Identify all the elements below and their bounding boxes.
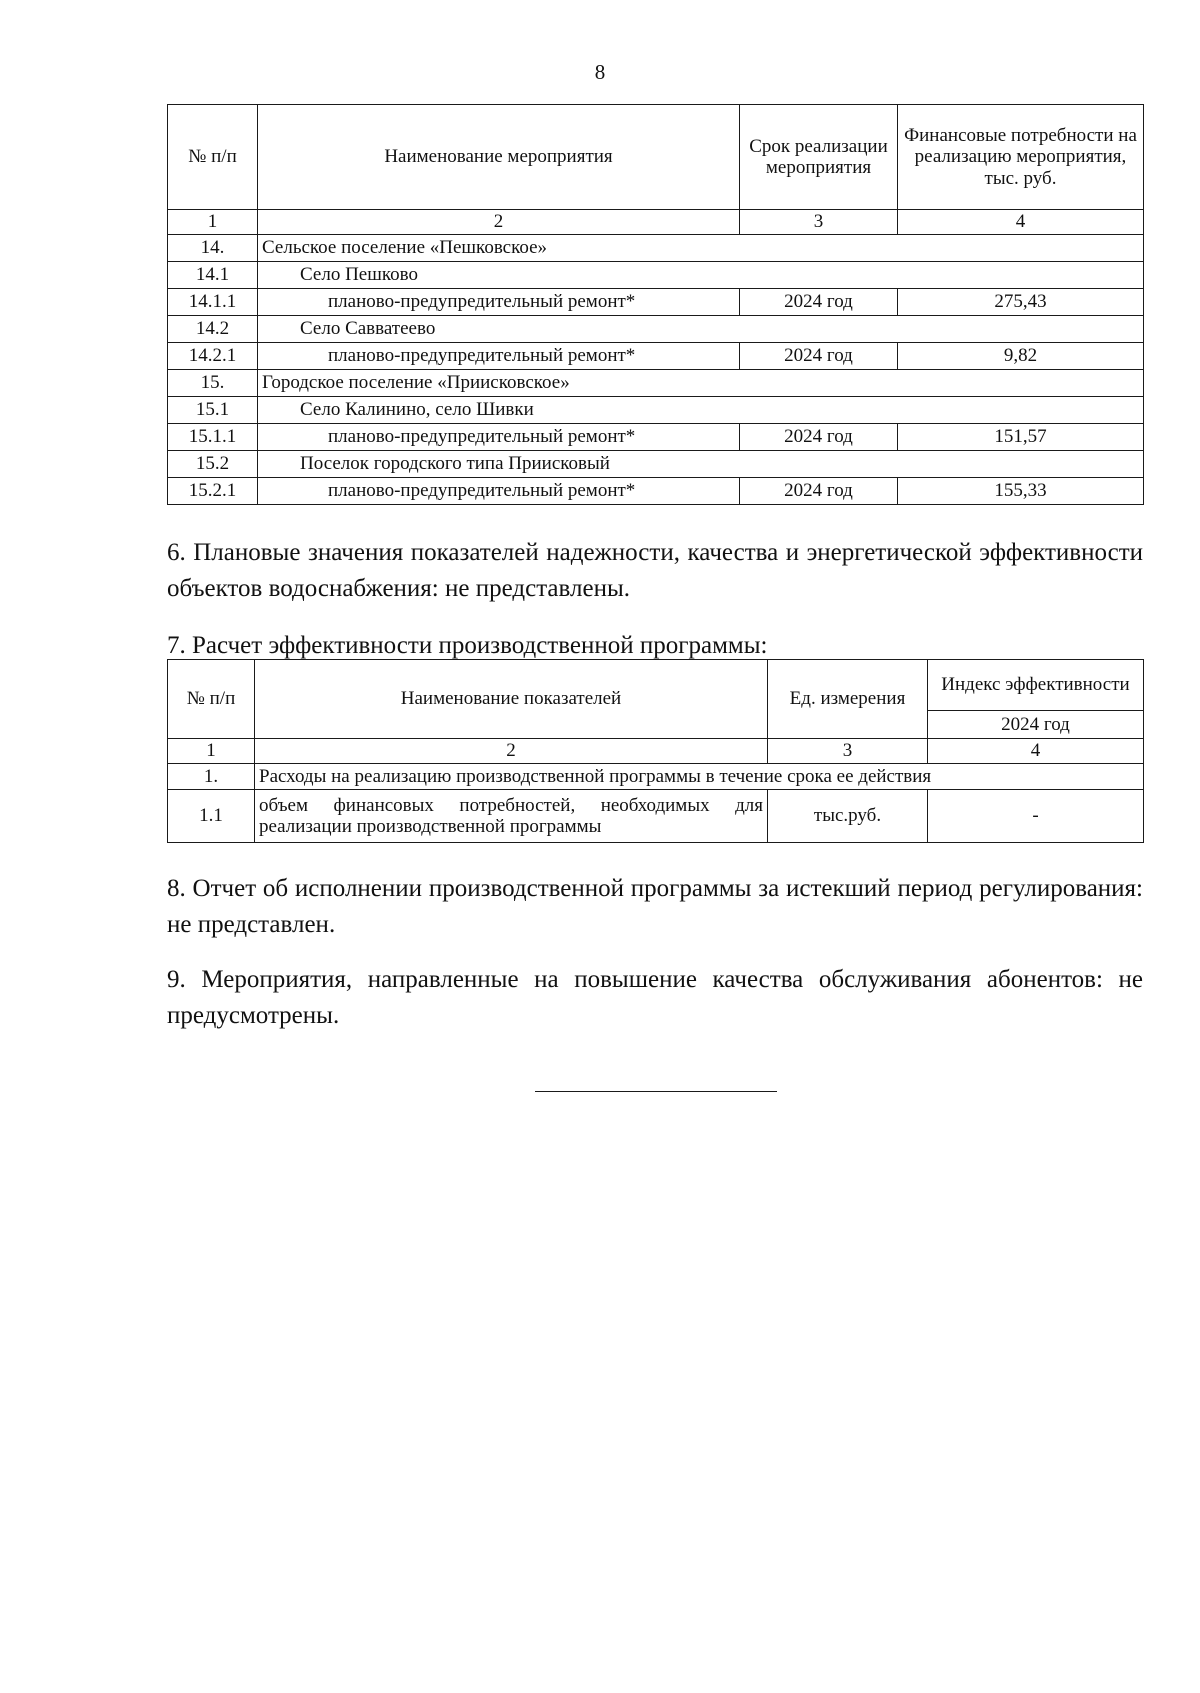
column-number: 2 <box>258 210 740 235</box>
row-name: планово-предупредительный ремонт* <box>258 424 740 451</box>
row-name: Село Калинино, село Шивки <box>258 397 1144 424</box>
table-group-row <box>168 262 1144 289</box>
table-group-row <box>168 451 1144 478</box>
page-number: 8 <box>594 60 606 84</box>
header-num: № п/п <box>168 105 258 210</box>
row-value: - <box>928 790 1144 843</box>
column-number: 2 <box>255 739 768 764</box>
table-section-row <box>168 764 1144 790</box>
header-year: 2024 год <box>928 711 1144 739</box>
header-num: № п/п <box>168 660 255 739</box>
row-name: Поселок городского типа Приисковый <box>258 451 1144 478</box>
row-value: 9,82 <box>898 343 1144 370</box>
activities-table <box>167 104 1144 505</box>
section-7-heading: 7. Расчет эффективности производственной программы: <box>167 632 768 659</box>
header-name: Наименование показателей <box>255 660 768 739</box>
row-num: 14.1.1 <box>168 289 258 316</box>
row-num: 14. <box>168 235 258 262</box>
section-8-paragraph: 8. Отчет об исполнении производственной программы за истекший период регулирования: не представлен. <box>167 875 1143 938</box>
row-name: Городское поселение «Приисковское» <box>258 370 1144 397</box>
row-value: 275,43 <box>898 289 1144 316</box>
header-index: Индекс эффективности <box>928 660 1144 711</box>
closing-separator-line <box>535 1091 777 1092</box>
row-num: 15.2 <box>168 451 258 478</box>
row-term: 2024 год <box>740 343 898 370</box>
section-6-paragraph: 6. Плановые значения показателей надежности, качества и энергетической эффективности объектов водоснабжения: не представлены. <box>167 539 1143 602</box>
row-num: 1. <box>168 764 255 790</box>
table-group-row <box>168 235 1144 262</box>
table-header-row <box>168 660 1144 711</box>
column-number: 3 <box>768 739 928 764</box>
column-number: 4 <box>898 210 1144 235</box>
row-value: 151,57 <box>898 424 1144 451</box>
column-number: 3 <box>740 210 898 235</box>
header-name: Наименование мероприятия <box>258 105 740 210</box>
header-term: Срок реализации мероприятия <box>740 105 898 210</box>
row-num: 14.2 <box>168 316 258 343</box>
row-unit: тыс.руб. <box>768 790 928 843</box>
row-num: 14.2.1 <box>168 343 258 370</box>
header-finance: Финансовые потребности на реализацию мероприятия, тыс. руб. <box>898 105 1144 210</box>
row-name: планово-предупредительный ремонт* <box>258 478 740 505</box>
row-term: 2024 год <box>740 289 898 316</box>
row-num: 15.1.1 <box>168 424 258 451</box>
row-name: объем финансовых потребностей, необходимых для реализации производственной программы <box>255 790 768 843</box>
row-name: планово-предупредительный ремонт* <box>258 343 740 370</box>
table-row <box>168 343 1144 370</box>
table-row <box>168 289 1144 316</box>
row-num: 15.1 <box>168 397 258 424</box>
row-value: 155,33 <box>898 478 1144 505</box>
column-number: 4 <box>928 739 1144 764</box>
column-numbers-row <box>168 739 1144 764</box>
table-header-row <box>168 105 1144 210</box>
efficiency-table <box>167 659 1144 843</box>
header-unit: Ед. измерения <box>768 660 928 739</box>
table-row <box>168 790 1144 843</box>
row-num: 15.2.1 <box>168 478 258 505</box>
row-name: Село Пешково <box>258 262 1144 289</box>
row-term: 2024 год <box>740 478 898 505</box>
column-numbers-row <box>168 210 1144 235</box>
table-group-row <box>168 316 1144 343</box>
column-number: 1 <box>168 739 255 764</box>
row-name: Село Савватеево <box>258 316 1144 343</box>
row-name: планово-предупредительный ремонт* <box>258 289 740 316</box>
row-num: 1.1 <box>168 790 255 843</box>
table-row <box>168 424 1144 451</box>
table-row <box>168 478 1144 505</box>
row-name: Расходы на реализацию производственной программы в течение срока ее действия <box>255 764 1144 790</box>
table-group-row <box>168 397 1144 424</box>
row-num: 14.1 <box>168 262 258 289</box>
column-number: 1 <box>168 210 258 235</box>
row-num: 15. <box>168 370 258 397</box>
table-group-row <box>168 370 1144 397</box>
row-name: Сельское поселение «Пешковское» <box>258 235 1144 262</box>
row-term: 2024 год <box>740 424 898 451</box>
section-9-paragraph: 9. Мероприятия, направленные на повышение качества обслуживания абонентов: не предусмотрены. <box>167 966 1143 1029</box>
